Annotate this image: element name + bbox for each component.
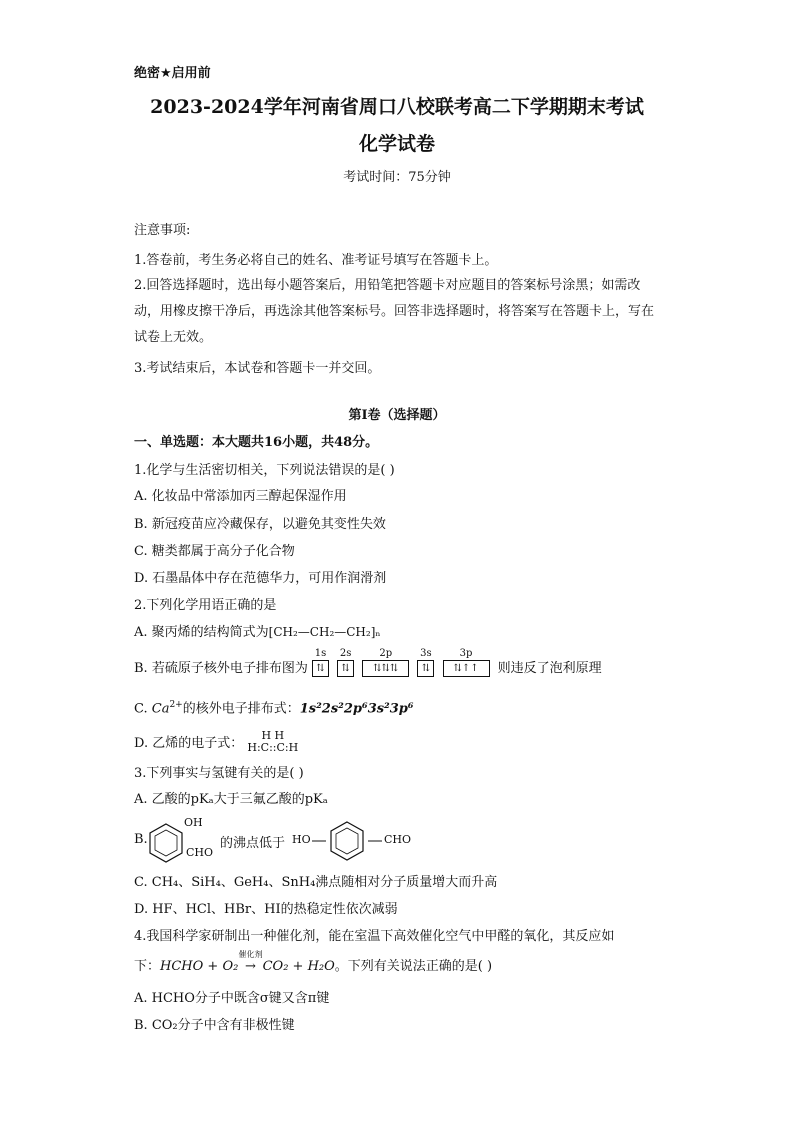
q2-option-a (134, 622, 381, 643)
benzene-ring-icon (312, 820, 382, 862)
q1-option-b: B. 新冠疫苗应冷藏保存，以避免其变性失效 (134, 517, 386, 532)
orbital-3p: 3p ⇅↑↑ (443, 648, 490, 677)
benzene-ring-icon (146, 822, 186, 864)
q1-option-a: A. 化妆品中常添加丙三醇起保湿作用 (134, 489, 347, 504)
orbital-1s: 1s ⇅ (312, 648, 329, 677)
exam-title: 2023-2024学年河南省周口八校联考高二下学期期末考试 (150, 96, 644, 118)
q2-a-formula: [CH₂—CH₂—CH₂]ₙ (268, 625, 381, 639)
notice-item-3: 3.考试结束后，本试卷和答题卡一并交回。 (134, 361, 381, 376)
q2-a-prefix: A. 聚丙烯的结构简式为 (134, 625, 269, 640)
orbital-2p: 2p ⇅⇅⇅ (362, 648, 409, 677)
exam-time: 考试时间：75分钟 (343, 170, 451, 185)
q2-b-prefix: B. 若硫原子核外电子排布图为 (134, 661, 308, 676)
q3-option-a: A. 乙酸的pKₐ大于三氟乙酸的pKₐ (134, 792, 328, 807)
notice-item-2: 2.回答选择题时，选出每小题答案后，用铅笔把答题卡对应题目的答案标号涂黑；如需改动，用橡皮擦干净后，再选涂其他答案标号。回答非选择题时，将答案写在答题卡上，写在试卷上无效。 (134, 278, 655, 345)
orbital-2s: 2s ⇅ (337, 648, 354, 677)
q2-option-b (134, 648, 602, 677)
orbital-3s: 3s ⇅ (417, 648, 434, 677)
q4-stem-line1: 4.我国科学家研制出一种催化剂，能在室温下高效催化空气中甲醛的氧化，其反应如 (134, 929, 615, 944)
q4-option-a: A. HCHO分子中既含σ键又含π键 (134, 991, 330, 1006)
exam-subtitle: 化学试卷 (358, 133, 435, 155)
q3-option-c: C. CH₄、SiH₄、GeH₄、SnH₄沸点随相对分子质量增大而升高 (134, 875, 498, 890)
q4-stem-line2: 下：HCHO + O₂ 催化剂 → CO₂ + H₂O。下列有关说法正确的是( ) (134, 950, 493, 974)
q2-stem: 2.下列化学用语正确的是 (134, 598, 277, 613)
q4-option-b: B. CO₂分子中含有非极性键 (134, 1018, 295, 1033)
q2-option-c: C. $Ca^{2+}$的核外电子排布式：1s²2s²2p⁶3s²3p⁶ (134, 700, 414, 717)
q3-option-b: B. OH CHO 的沸点低于 HO CHO (134, 814, 434, 864)
q2-option-d: D. 乙烯的电子式： H H H:C::C:H (134, 729, 299, 754)
q3-option-d: D. HF、HCl、HBr、HI的热稳定性依次减弱 (134, 902, 398, 917)
q2-b-suffix: 则违反了泡利原理 (497, 661, 602, 676)
confidential-mark: 绝密★启用前 (134, 66, 211, 81)
q3-stem: 3.下列事实与氢键有关的是( ) (134, 766, 304, 781)
section-instruction: 一、单选题：本大题共16小题，共48分。 (134, 435, 379, 450)
q1-option-d: D. 石墨晶体中存在范德华力，可用作润滑剂 (134, 571, 387, 586)
notice-item-1: 1.答卷前，考生务必将自己的姓名、准考证号填写在答题卡上。 (134, 253, 498, 268)
q1-stem: 1.化学与生活密切相关，下列说法错误的是( ) (134, 463, 395, 478)
section-title: 第I卷（选择题） (348, 408, 446, 423)
notice-heading: 注意事项: (134, 223, 191, 238)
q1-option-c: C. 糖类都属于高分子化合物 (134, 544, 295, 559)
